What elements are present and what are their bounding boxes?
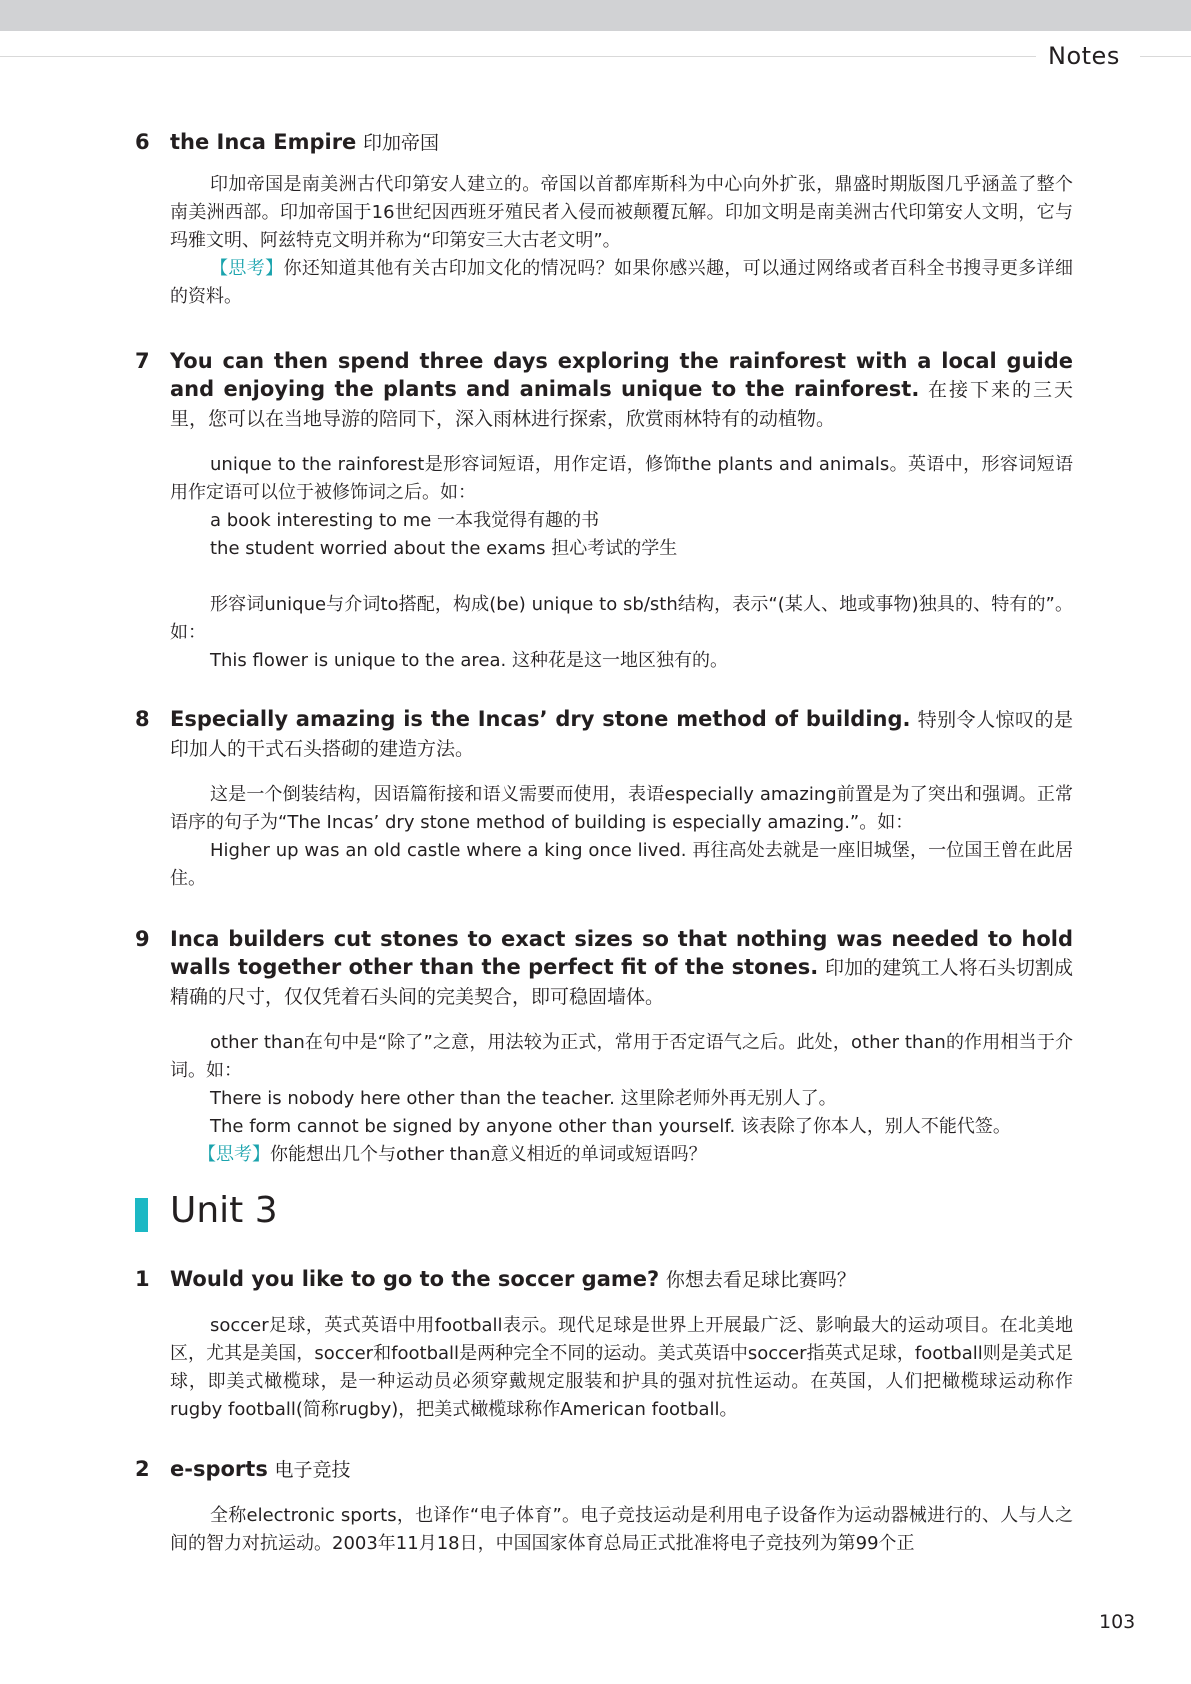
header-rule-left — [0, 56, 1036, 57]
think-text: 你能想出几个与other than意义相近的单词或短语吗？ — [270, 1144, 707, 1165]
example-sentence: The form cannot be signed by anyone other than yourself. 该表除了你本人，别人不能代签。 — [210, 1116, 1011, 1137]
note-heading-en: Would you like to go to the soccer game? — [170, 1267, 660, 1291]
unit-accent-bar — [135, 1198, 148, 1232]
note-paragraph: 全称electronic sports，也译作“电子体育”。电子竞技运动是利用电子设备作为运动器械进行的、人与人之间的智力对抗运动。2003年11月18日，中国国家体育总局正式批准将电子竞技列为第99个正 — [170, 1505, 1073, 1554]
note-paragraph: 形容词unique与介词to搭配，构成(be) unique to sb/sth结构，表示“(某人、地或事物)独具的、特有的”。如： — [170, 594, 1073, 643]
note-heading-en: Especially amazing is the Incas’ dry stone method of building. — [170, 707, 911, 731]
unit-note-1 — [135, 1265, 1073, 1424]
note-number: 9 — [135, 927, 150, 951]
example-sentence: a book interesting to me 一本我觉得有趣的书 — [210, 510, 600, 531]
note-heading-zh: 电子竞技 — [274, 1459, 351, 1481]
header-rule-right — [1140, 56, 1191, 57]
note-8 — [135, 705, 1073, 893]
note-paragraph: 印加帝国是南美洲古代印第安人建立的。帝国以首都库斯科为中心向外扩张，鼎盛时期版图几乎涵盖了整个南美洲西部。印加帝国于16世纪因西班牙殖民者入侵而被颠覆瓦解。印加文明是南美洲古代印第安人文明，它与玛雅文明、阿兹特克文明并称为“印第安三大古老文明”。 — [170, 174, 1073, 251]
note-heading — [170, 128, 1073, 157]
note-heading — [170, 1265, 1073, 1294]
unit-note-2 — [135, 1455, 1073, 1558]
note-number: 6 — [135, 130, 150, 154]
unit-heading — [135, 1190, 435, 1240]
note-heading-zh: 在接下来的三天里，您可以在当地导游的陪同下，深入雨林进行探索，欣赏雨林特有的动植物。 — [170, 379, 1073, 430]
unit-title: Unit 3 — [170, 1190, 278, 1231]
think-text: 你还知道其他有关古印加文化的情况吗？如果你感兴趣，可以通过网络或者百科全书搜寻更多详细的资料。 — [170, 258, 1074, 307]
note-heading-zh: 印加帝国 — [362, 132, 439, 154]
note-number: 1 — [135, 1267, 150, 1291]
think-paragraph — [198, 1141, 1073, 1169]
page-header-title: Notes — [1048, 42, 1120, 70]
note-paragraph: soccer足球，英式英语中用football表示。现代足球是世界上开展最广泛、影响最大的运动项目。在北美地区，尤其是美国，soccer和football是两种完全不同的运动。美式英语中soccer指英式足球，football则是美式足球，即美式橄榄球，是一种运动员必须穿戴规定服装和护具的强对抗性运动。在英国，人们把橄榄球运动称作rugby football(简称rugby)，把美式橄榄球称作American football。 — [170, 1315, 1073, 1420]
note-7 — [135, 347, 1073, 675]
note-heading-en: Inca builders cut stones to exact sizes so that nothing was needed to hold walls together other than the perfect fit of the stones. — [170, 927, 1073, 979]
note-number: 7 — [135, 349, 150, 373]
example-sentence: This flower is unique to the area. 这种花是这一地区独有的。 — [210, 650, 728, 671]
note-number: 8 — [135, 707, 150, 731]
note-paragraph: other than在句中是“除了”之意，用法较为正式，常用于否定语气之后。此处，other than的作用相当于介词。如： — [170, 1032, 1073, 1081]
note-heading-zh: 你想去看足球比赛吗？ — [665, 1269, 856, 1291]
note-heading-en: You can then spend three days exploring the rainforest with a local guide and enjoying the plants and animals unique to the rainforest. — [170, 349, 1073, 401]
note-heading — [170, 925, 1073, 1011]
note-heading-en: e-sports — [170, 1457, 268, 1481]
note-9 — [135, 925, 1073, 1169]
note-heading — [170, 347, 1073, 433]
note-paragraph: unique to the rainforest是形容词短语，用作定语，修饰the plants and animals。英语中，形容词短语用作定语可以位于被修饰词之后。如： — [170, 454, 1073, 503]
note-6 — [135, 128, 1073, 311]
note-number: 2 — [135, 1457, 150, 1481]
think-label: 【思考】 — [198, 1144, 270, 1165]
note-heading-zh: 印加的建筑工人将石头切割成精确的尺寸，仅仅凭着石头间的完美契合，即可稳固墙体。 — [170, 957, 1073, 1008]
think-label: 【思考】 — [210, 258, 284, 279]
note-heading-en: the Inca Empire — [170, 130, 357, 154]
page-number: 103 — [1099, 1611, 1136, 1633]
note-heading-zh: 特别令人惊叹的是印加人的干式石头搭砌的建造方法。 — [170, 709, 1073, 760]
think-paragraph — [170, 255, 1073, 311]
example-sentence: Higher up was an old castle where a king once lived. 再往高处去就是一座旧城堡，一位国王曾在此居住。 — [170, 840, 1073, 889]
note-paragraph: 这是一个倒装结构，因语篇衔接和语义需要而使用，表语especially amazing前置是为了突出和强调。正常语序的句子为“The Incas’ dry stone method of building is especially amazing.”。如： — [170, 784, 1073, 833]
example-sentence: the student worried about the exams 担心考试的学生 — [210, 538, 678, 559]
note-heading — [170, 705, 1073, 763]
note-heading — [170, 1455, 1073, 1484]
top-gray-band — [0, 0, 1191, 31]
example-sentence: There is nobody here other than the teacher. 这里除老师外再无别人了。 — [210, 1088, 837, 1109]
